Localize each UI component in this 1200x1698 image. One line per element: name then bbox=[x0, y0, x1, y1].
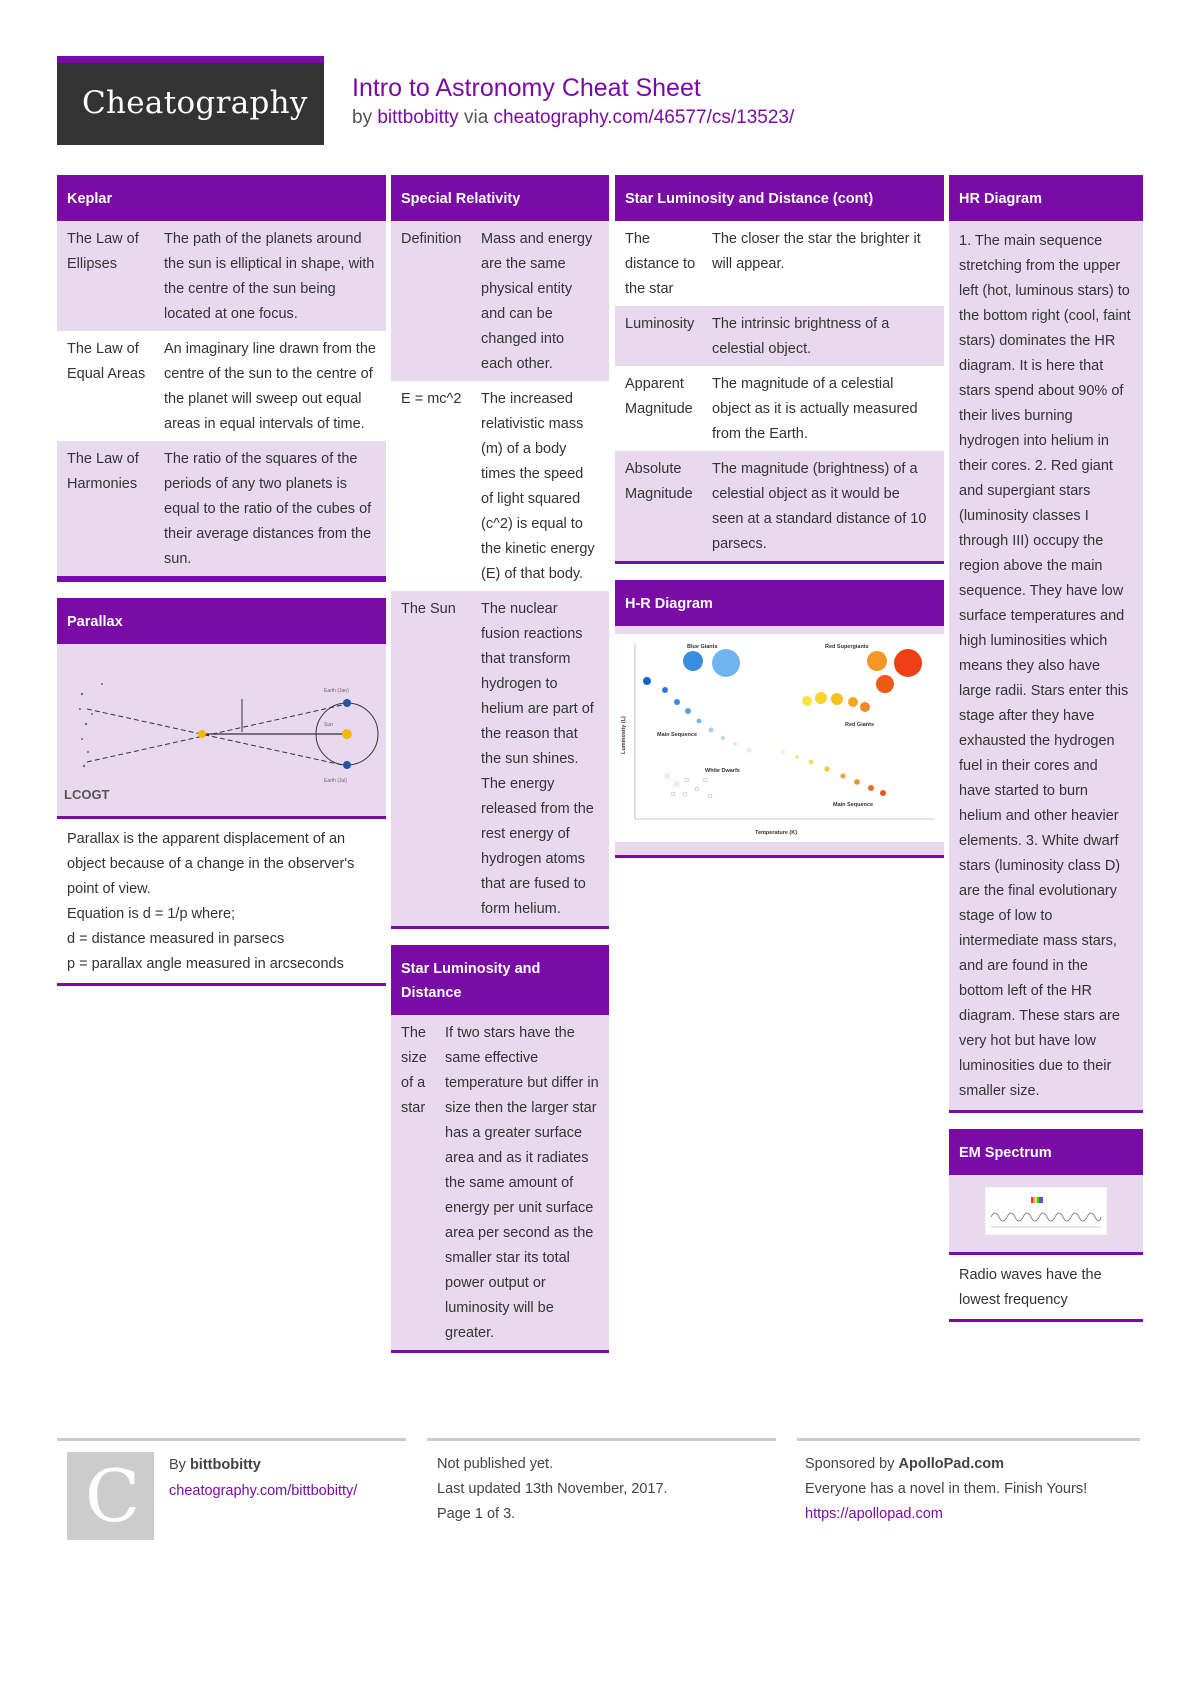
earth-icon bbox=[343, 761, 351, 769]
parallax-diagram-svg bbox=[62, 654, 382, 804]
section-em-spectrum bbox=[949, 1129, 1143, 1322]
em-spectrum-svg bbox=[985, 1187, 1107, 1235]
section-divider bbox=[57, 579, 386, 582]
sponsor-tagline: Everyone has a novel in them. Finish Yours! bbox=[805, 1481, 1088, 1497]
sun-label: Sun bbox=[323, 722, 333, 728]
row-key: The Law of Equal Areas bbox=[57, 331, 154, 441]
footer-author[interactable]: bittbobitty bbox=[189, 1457, 261, 1473]
table-row bbox=[57, 441, 386, 578]
column-1 bbox=[57, 175, 386, 1002]
section-title: HR Diagram bbox=[949, 175, 1143, 221]
text-line: Parallax is the apparent displacement of an object because of a change in the observer's point of view. bbox=[67, 831, 355, 897]
section-parallax bbox=[57, 598, 386, 986]
table-row bbox=[391, 1015, 609, 1350]
section-divider bbox=[391, 1350, 609, 1353]
label-blue-giants: Blue Giants bbox=[687, 644, 718, 650]
row-value: The increased relativistic mass (m) of a body times the speed of light squared (c^2) is equal to the kinetic energy (E) of that body. bbox=[471, 381, 609, 591]
row-value: The nuclear fusion reactions that transform hydrogen to helium are part of the reason that the sun shines. The energy released from the rest energy of hydrogen atoms that are fused to form helium. bbox=[471, 591, 609, 926]
em-spectrum-image bbox=[949, 1175, 1143, 1252]
section-divider bbox=[615, 855, 944, 858]
section-keplar bbox=[57, 175, 386, 582]
column-2 bbox=[391, 175, 609, 1369]
footer-status-block bbox=[437, 1452, 668, 1527]
table-row bbox=[615, 451, 944, 561]
section-special-relativity bbox=[391, 175, 609, 929]
section-title: Star Luminosity and Distance (cont) bbox=[615, 175, 944, 221]
parallax-text bbox=[57, 819, 386, 983]
last-updated: Last updated 13th November, 2017. bbox=[437, 1481, 668, 1497]
parallax-diagram bbox=[57, 644, 386, 816]
row-key: The distance to the star bbox=[615, 221, 702, 306]
hr-diagram-figure bbox=[615, 626, 944, 855]
text-line: Equation is d = 1/p where; bbox=[67, 906, 236, 922]
sponsored-label: Sponsored by bbox=[805, 1456, 895, 1472]
page-subtitle: by bittbobitty via cheatography.com/46577/cs/13523/ bbox=[352, 107, 795, 128]
row-value: The magnitude (brightness) of a celestial object as it would be seen at a standard distance of 10 parsecs. bbox=[702, 451, 944, 561]
page-number: Page 1 of 3. bbox=[437, 1506, 516, 1522]
table-row bbox=[391, 221, 609, 381]
section-divider bbox=[57, 983, 386, 986]
row-key: E = mc^2 bbox=[391, 381, 471, 591]
row-key: The Law of Harmonies bbox=[57, 441, 154, 578]
cheatography-logo[interactable] bbox=[57, 56, 324, 145]
earth-jul-label: Earth (Jul) bbox=[323, 778, 347, 784]
table-row bbox=[391, 591, 609, 926]
section-title: Special Relativity bbox=[391, 175, 609, 221]
table-row bbox=[615, 366, 944, 451]
logo-text: Cheatography bbox=[82, 85, 308, 121]
column-3 bbox=[615, 175, 944, 874]
column-4 bbox=[949, 175, 1143, 1338]
x-axis-label: Temperature (K) bbox=[755, 830, 798, 836]
row-value: Mass and energy are the same physical entity and can be changed into each other. bbox=[471, 221, 609, 381]
table-row bbox=[391, 381, 609, 591]
label-white-dwarfs: White Dwarfs bbox=[705, 768, 740, 774]
table-row bbox=[57, 331, 386, 441]
section-divider bbox=[949, 1319, 1143, 1322]
sheet-url-link[interactable]: cheatography.com/46577/cs/13523/ bbox=[493, 107, 795, 128]
row-value: An imaginary line drawn from the centre of the sun to the centre of the planet will sweep out equal areas in equal intervals of time. bbox=[154, 331, 386, 441]
section-divider bbox=[949, 1110, 1143, 1113]
page-title: Intro to Astronomy Cheat Sheet bbox=[352, 74, 701, 102]
section-hr-diagram bbox=[949, 175, 1143, 1113]
section-title: H-R Diagram bbox=[615, 580, 944, 626]
section-star-luminosity-distance bbox=[391, 945, 609, 1353]
sponsor-link[interactable]: https://apollopad.com bbox=[805, 1506, 943, 1522]
earth-icon bbox=[343, 699, 351, 707]
label-red-giants: Red Giants bbox=[845, 722, 875, 728]
footer-author-link[interactable]: cheatography.com/bittbobitty/ bbox=[169, 1483, 358, 1499]
row-value: The path of the planets around the sun is elliptical in shape, with the centre of the sun being located at one focus. bbox=[154, 221, 386, 331]
footer-author-block bbox=[169, 1452, 357, 1504]
sun-icon bbox=[342, 729, 352, 739]
relativity-table bbox=[391, 221, 609, 926]
row-key: The Law of Ellipses bbox=[57, 221, 154, 331]
footer-divider bbox=[797, 1438, 1140, 1441]
section-hr-diagram-image bbox=[615, 580, 944, 858]
section-title: Keplar bbox=[57, 175, 386, 221]
label-main-sequence-2: Main Sequence bbox=[833, 802, 874, 808]
y-axis-label: Luminosity (L) bbox=[621, 716, 627, 754]
by-label: By bbox=[169, 1457, 186, 1473]
label-main-sequence: Main Sequence bbox=[657, 732, 698, 738]
table-row bbox=[615, 221, 944, 306]
sponsor-name[interactable]: ApolloPad.com bbox=[898, 1456, 1005, 1472]
em-spectrum-text: Radio waves have the lowest frequency bbox=[949, 1255, 1143, 1319]
row-key: Luminosity bbox=[615, 306, 702, 366]
footer-sponsor-block bbox=[805, 1452, 1087, 1527]
publish-status: Not published yet. bbox=[437, 1456, 554, 1472]
row-key: The size of a star bbox=[391, 1015, 435, 1350]
row-key: Absolute Magnitude bbox=[615, 451, 702, 561]
row-value: The ratio of the squares of the periods of any two planets is equal to the ratio of the cubes of their average distances from the sun. bbox=[154, 441, 386, 578]
star-lum-cont-table bbox=[615, 221, 944, 561]
star-lum-table bbox=[391, 1015, 609, 1350]
lcogt-watermark: LCOGT bbox=[63, 787, 109, 802]
label-red-supergiants: Red Supergiants bbox=[825, 644, 869, 650]
background-stars bbox=[79, 683, 103, 767]
hr-diagram-svg bbox=[615, 634, 944, 842]
footer-logo[interactable] bbox=[67, 1452, 154, 1540]
row-value: The magnitude of a celestial object as it is actually measured from the Earth. bbox=[702, 366, 944, 451]
near-star-icon bbox=[198, 730, 206, 738]
row-key: Definition bbox=[391, 221, 471, 381]
table-row bbox=[615, 306, 944, 366]
author-link[interactable]: bittbobitty bbox=[377, 107, 459, 128]
section-divider bbox=[391, 926, 609, 929]
section-title: Parallax bbox=[57, 598, 386, 644]
hr-diagram-text: 1. The main sequence stretching from the upper left (hot, luminous stars) to the bottom right (cool, faint stars) dominates the HR diagram. It is here that stars spend about 90% of their lives burning hydrogen into helium in their cores. 2. Red giant and supergiant stars (luminosity classes I through III) occupy the region above the main sequence. They have low surface temperatures and high luminosities which means they also have large radii. Stars enter this stage after they have exhausted the hydrogen fuel in their cores and have started to burn helium and other heavier elements. 3. White dwarf stars (luminosity class D) are the final evolutionary stage of low to intermediate mass stars, and are found in the bottom left of the HR diagram. These stars are very hot but have low luminosities due to their smaller size. bbox=[949, 221, 1143, 1110]
text-line: d = distance measured in parsecs bbox=[67, 931, 285, 947]
row-value: The intrinsic brightness of a celestial object. bbox=[702, 306, 944, 366]
row-value: If two stars have the same effective temperature but differ in size then the larger star has a greater surface area and as it radiates the same amount of energy per unit surface area per second as the smaller star its total power output or luminosity will be greater. bbox=[435, 1015, 609, 1350]
row-value: The closer the star the brighter it will appear. bbox=[702, 221, 944, 306]
section-title: EM Spectrum bbox=[949, 1129, 1143, 1175]
section-divider bbox=[615, 561, 944, 564]
keplar-table bbox=[57, 221, 386, 579]
footer-divider bbox=[57, 1438, 406, 1441]
earth-jan-label: Earth (Jan) bbox=[323, 688, 349, 694]
row-key: Apparent Magnitude bbox=[615, 366, 702, 451]
text-line: p = parallax angle measured in arcseconds bbox=[67, 956, 344, 972]
footer-divider bbox=[427, 1438, 776, 1441]
row-key: The Sun bbox=[391, 591, 471, 926]
section-star-luminosity-distance-cont bbox=[615, 175, 944, 564]
footer-logo-letter: C bbox=[85, 1454, 141, 1538]
table-row bbox=[57, 221, 386, 331]
footer bbox=[57, 1438, 1140, 1538]
section-title: Star Luminosity and Distance bbox=[391, 945, 609, 1015]
